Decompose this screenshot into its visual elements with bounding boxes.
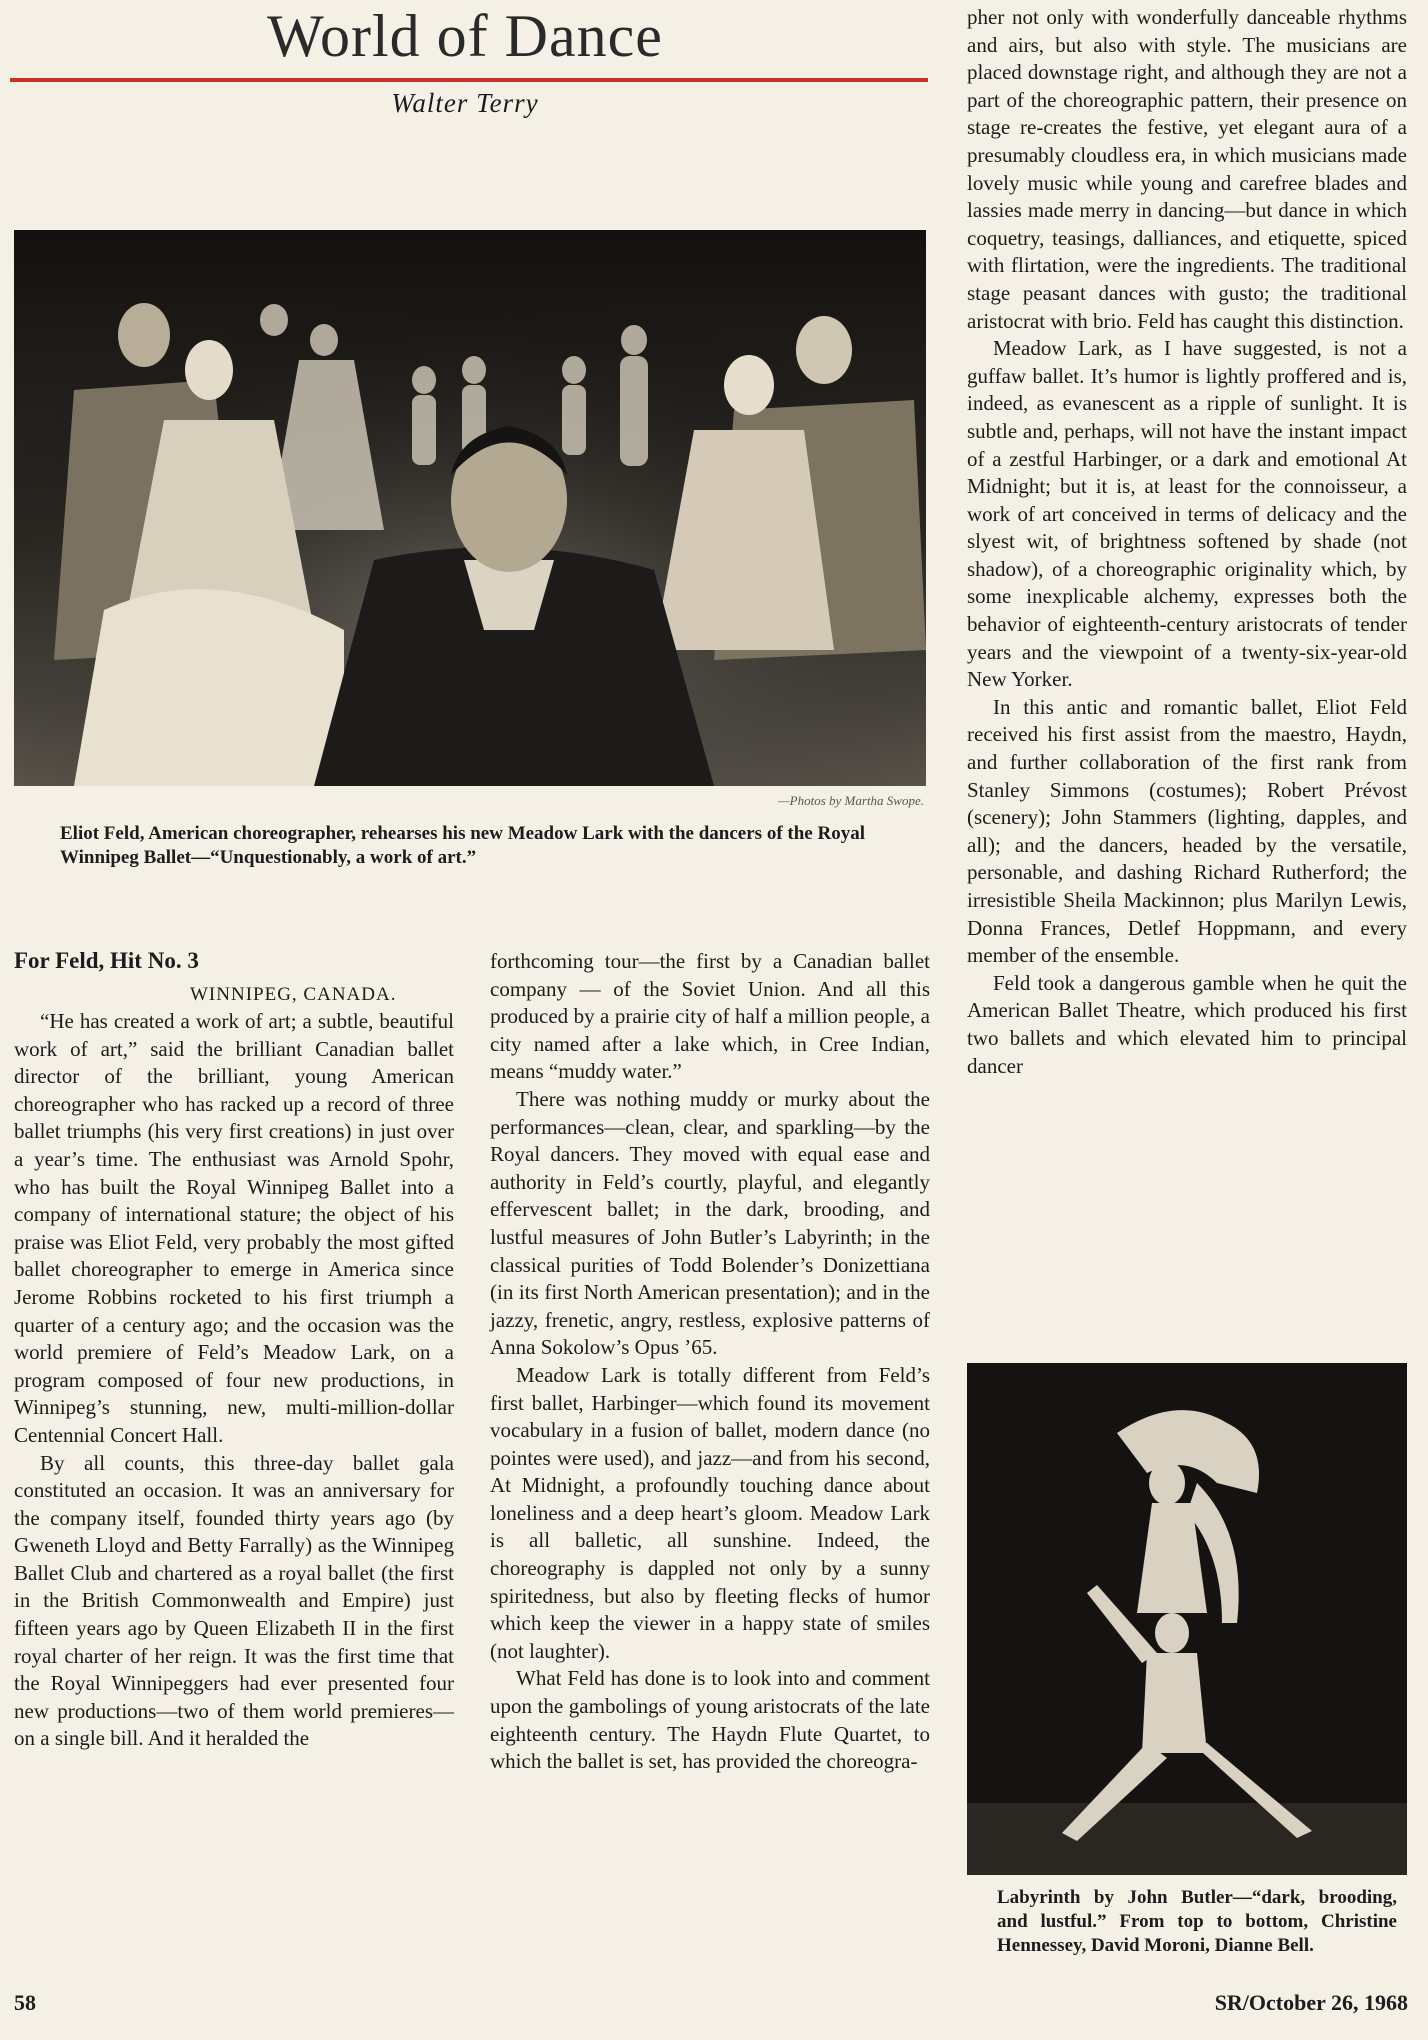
labyrinth-caption <box>997 1886 1397 1958</box>
page-number: 58 <box>14 1990 36 2015</box>
labyrinth-caption-text: Labyrinth by John Butler—“dark, brooding, and lustful.” From top to bottom, Christine Hennessey, David Moroni, Dianne Bell. <box>997 1887 1397 1956</box>
paragraph: Meadow Lark is totally different from Feld’s first ballet, Harbinger—which found its movement vocabulary in a fusion of ballet, modern dance (no pointes were used), and jazz—and from his second, At Midnight, a profoundly touching dance about loneliness and a deep heart’s gloom. Meadow Lark is all balletic, all sunshine. Indeed, the choreography is dappled not only by a sunny spiritedness, but also by fleeting flecks of humor which keep the viewer in a happy state of smiles (not laughter). <box>490 1362 930 1663</box>
paragraph: Meadow Lark, as I have suggested, is not a guffaw ballet. It’s humor is lightly proffered and is, indeed, as evanescent as a ripple of sunlight. It is subtle and, perhaps, will not have the instant impact of a zestful Harbinger, or a dark and emotional At Midnight; but it is, at least for the connoisseur, a work of art conceived in terms of delicacy and the slyest wit, of brightness softened by shade (not shadow), of a choreographic originality which, by some inexplicable alchemy, expresses both the behavior of eighteenth-century aristocrats of tender years and the viewpoint of a twenty-six-year-old New Yorker. <box>967 336 1407 692</box>
labyrinth-photo <box>967 1363 1407 1875</box>
paragraph: There was nothing muddy or murky about the performances—clean, clear, and sparkling—by the Royal dancers. They moved with equal ease and authority in Feld’s courtly, playful, and elegantly effervescent ballet; in the dark, brooding, and lustful measures of John Butler’s Labyrinth; in the classical purities of Todd Bolender’s Donizettiana (in its first North American presentation); and in the jazzy, frenetic, angry, restless, explosive patterns of Anna Sokolow’s Opus ’65. <box>490 1086 930 1360</box>
paragraph: By all counts, this three-day ballet gala constituted an occasion. It was an anniversary for the company itself, founded thirty years ago (by Gweneth Lloyd and Betty Farrally) as the Winnipeg Ballet Club and chartered as a royal ballet (the first in the British Commonwealth and Empire) just fifteen years ago by Queen Elizabeth II in the first royal charter of her reign. It was the first time that the Royal Winnipeggers had ever presented four new productions—two of them world premieres—on a single bill. And it heralded the <box>14 1450 454 1751</box>
rehearsal-photo-image <box>14 230 926 786</box>
article-column-3 <box>967 4 1407 1080</box>
page-title: World of Dance <box>267 3 663 69</box>
paragraph: “He has created a work of art; a subtle, beautiful work of art,” said the brilliant Canadian ballet director of the brilliant, young American choreographer who has racked up a record of three ballet triumphs (his very first creations) in just over a year’s time. The enthusiast was Arnold Spohr, who has built the Royal Winnipeg Ballet into a company of international stature; the object of his praise was Eliot Feld, very probably the most gifted ballet choreographer to emerge in America since Jerome Robbins rocketed to his first triumph a quarter of a century ago; and the occasion was the world premiere of Feld’s Meadow Lark, on a program composed of four new productions, in Winnipeg’s stunning, new, multi-million-dollar Centennial Concert Hall. <box>14 1009 454 1447</box>
article-subhead: For Feld, Hit No. 3 <box>14 948 199 973</box>
issue-footer: SR/October 26, 1968 <box>1214 1990 1408 2015</box>
paragraph: Feld took a dangerous gamble when he quit the American Ballet Theatre, which produced his first two ballets and which elevated him to principal dancer <box>967 970 1407 1078</box>
paragraph: In this antic and romantic ballet, Eliot Feld received his first assist from the maestro, Haydn, and further collaboration of the first rank from Stanley Simmons (costumes); Robert Prévost (scenery); John Stammers (lighting, dapples, and all); and the dancers, headed by the versatile, personable, and dashing Richard Rutherford; the irresistible Sheila Mackinnon; plus Marilyn Lewis, Donna Frances, Detlef Hoppmann, and every member of the ensemble. <box>967 694 1407 968</box>
title-rule <box>10 78 928 82</box>
byline: Walter Terry <box>391 88 539 118</box>
labyrinth-photo-image <box>967 1363 1407 1875</box>
rehearsal-photo <box>14 230 926 786</box>
article-column-2 <box>490 948 930 1776</box>
paragraph: forthcoming tour—the first by a Canadian ballet company — of the Soviet Union. And all this produced by a prairie city of half a million people, a city named after a lake which, in Cree Indian, means “muddy water.” <box>490 949 930 1084</box>
dateline: WINNIPEG, CANADA. <box>190 984 397 1005</box>
photo-caption: Eliot Feld, American choreographer, rehearses his new Meadow Lark with the dancers of the Royal Winnipeg Ballet—“Unquestionably, a work of art.” <box>60 823 865 868</box>
paragraph: What Feld has done is to look into and comment upon the gambolings of young aristocrats of the late eighteenth century. The Haydn Flute Quartet, to which the ballet is set, has provided the choreogra- <box>490 1666 930 1774</box>
article-column-1 <box>14 1008 454 1753</box>
paragraph: pher not only with wonderfully danceable rhythms and airs, but also with style. The musicians are placed downstage right, and although they are not a part of the choreographic pattern, their presence on stage re-creates the festive, yet elegant aura of a presumably cloudless era, in which musicians made lovely music while young and carefree blades and lassies made merry in dancing—but dance in which coquetry, teasings, dalliances, and etiquette, spiced with flirtation, were the ingredients. The traditional stage peasant dances with gusto; the traditional aristocrat with brio. Feld has caught this distinction. <box>967 5 1407 333</box>
photo-credit: —Photos by Martha Swope. <box>778 793 924 808</box>
